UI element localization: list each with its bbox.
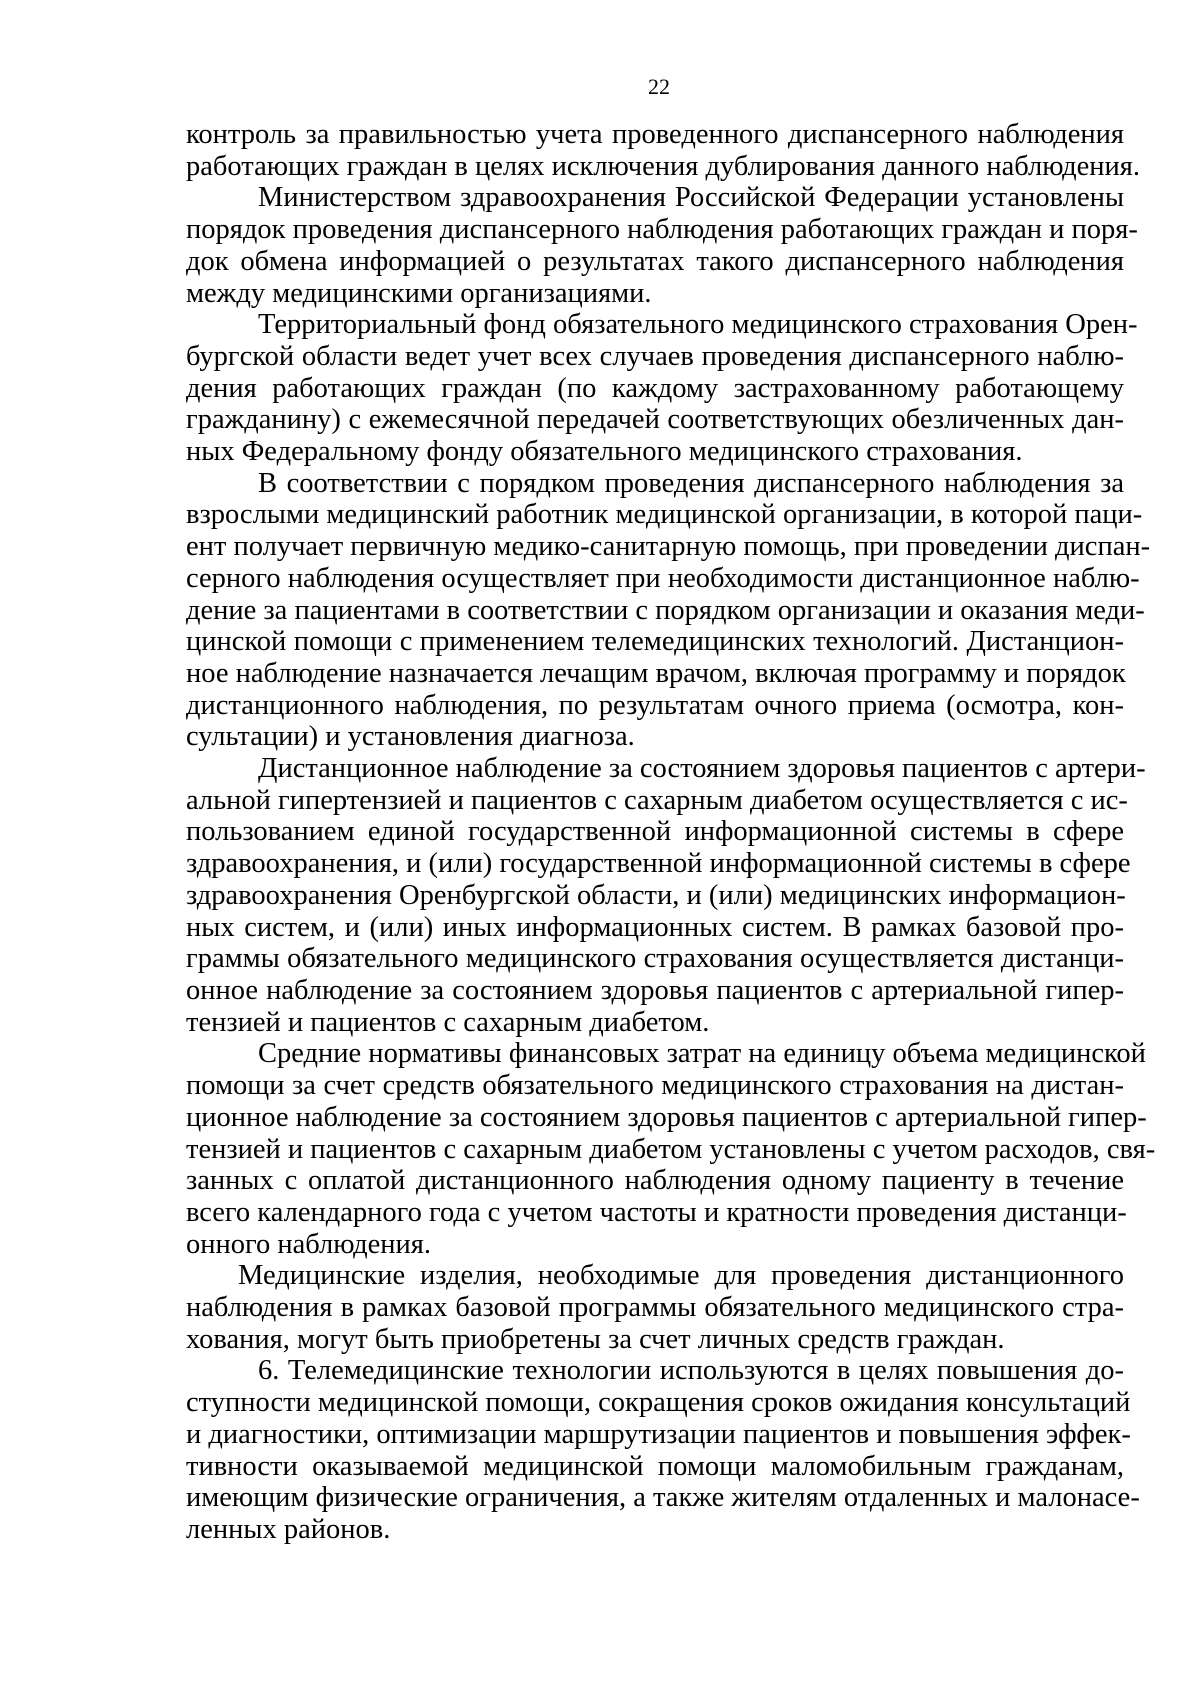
paragraph-telemedicine-item-6 — [186, 1355, 1140, 1545]
text-line: бургской области ведет учет всех случаев проведения диспансерного наблю- — [186, 340, 1124, 372]
text-line: всего календарного года с учетом частоты и кратности проведения дистанци- — [186, 1196, 1127, 1228]
text-line: онного наблюдения. — [186, 1228, 432, 1260]
text-line: помощи за счет средств обязательного медицинского страхования на дистан- — [186, 1070, 1124, 1102]
text-line: ленных районов. — [186, 1513, 391, 1545]
text-line: ступности медицинской помощи, сокращения сроков ожидания консультаций — [186, 1387, 1131, 1419]
text-line: 6. Телемедицинские технологии используются в целях повышения до- — [258, 1355, 1124, 1387]
text-line: альной гипертензией и пациентов с сахарным диабетом осуществляется с ис- — [186, 784, 1128, 816]
text-line: В соответствии с порядком проведения диспансерного наблюдения за — [258, 467, 1124, 499]
text-line: хования, могут быть приобретены за счет личных средств граждан. — [186, 1323, 1005, 1355]
text-line: пользованием единой государственной информационной системы в сфере — [186, 816, 1124, 848]
text-line: ное наблюдение назначается лечащим врачом, включая программу и порядок — [186, 657, 1126, 689]
text-line: ционное наблюдение за состоянием здоровья пациентов с артериальной гипер- — [186, 1101, 1147, 1133]
text-line: здравоохранения, и (или) государственной информационной системы в сфере — [186, 848, 1131, 880]
paragraph-financial-norms — [186, 1038, 1156, 1260]
text-line: Медицинские изделия, необходимые для проведения дистанционного — [238, 1260, 1124, 1292]
text-line: между медицинскими организациями. — [186, 277, 652, 309]
text-line: здравоохранения Оренбургской области, и (или) медицинских информацион- — [186, 879, 1126, 911]
text-line: порядок проведения диспансерного наблюдения работающих граждан и поря- — [186, 214, 1138, 246]
paragraph-continuation — [186, 119, 1140, 182]
text-line: гражданину) с ежемесячной передачей соответствующих обезличенных дан- — [186, 404, 1124, 436]
text-line: тивности оказываемой медицинской помощи маломобильным гражданам, — [186, 1450, 1124, 1482]
text-line: цинской помощи с применением телемедицинских технологий. Дистанцион- — [186, 626, 1124, 658]
text-line: ных Федеральному фонду обязательного медицинского страхования. — [186, 436, 1023, 468]
paragraph-medical-devices — [186, 1260, 1124, 1355]
text-line: серного наблюдения осуществляет при необходимости дистанционное наблю- — [186, 562, 1140, 594]
text-line: имеющим физические ограничения, а также жителям отдаленных и малонасе- — [186, 1482, 1140, 1514]
text-line: наблюдения в рамках базовой программы обязательного медицинского стра- — [186, 1292, 1124, 1324]
text-line: и диагностики, оптимизации маршрутизации пациентов и повышения эффек- — [186, 1418, 1131, 1450]
text-line: ент получает первичную медико-санитарную помощь, при проведении диспан- — [186, 531, 1151, 563]
text-line: онное наблюдение за состоянием здоровья пациентов с артериальной гипер- — [186, 974, 1124, 1006]
text-line: дения работающих граждан (по каждому застрахованному работающему — [186, 372, 1124, 404]
text-line: Дистанционное наблюдение за состоянием здоровья пациентов с артери- — [258, 753, 1146, 785]
text-line: работающих граждан в целях исключения дублирования данного наблюдения. — [186, 150, 1140, 182]
paragraph-remote-observation-procedure — [186, 467, 1151, 753]
text-line: Территориальный фонд обязательного медицинского страхования Орен- — [258, 309, 1138, 341]
text-line: сультации) и установления диагноза. — [186, 721, 635, 753]
paragraph-territorial-fund — [186, 309, 1138, 468]
text-line: дистанционного наблюдения, по результатам очного приема (осмотра, кон- — [186, 689, 1124, 721]
text-line: взрослыми медицинский работник медицинской организации, в которой паци- — [186, 499, 1143, 531]
text-line: граммы обязательного медицинского страхования осуществляется дистанци- — [186, 943, 1124, 975]
text-line: дение за пациентами в соответствии с порядком организации и оказания меди- — [186, 594, 1145, 626]
text-line: Министерством здравоохранения Российской Федерации установлены — [258, 182, 1124, 214]
paragraph-information-systems — [186, 753, 1146, 1038]
paragraph-ministry — [186, 182, 1138, 309]
text-line: ных систем, и (или) иных информационных систем. В рамках базовой про- — [186, 911, 1124, 943]
page-number: 22 — [648, 74, 670, 99]
text-line: док обмена информацией о результатах такого диспансерного наблюдения — [186, 245, 1124, 277]
document-body — [186, 119, 1156, 1546]
text-line: тензией и пациентов с сахарным диабетом. — [186, 1006, 710, 1038]
text-line: занных с оплатой дистанционного наблюдения одному пациенту в течение — [186, 1165, 1124, 1197]
text-line: Средние нормативы финансовых затрат на единицу объема медицинской — [258, 1038, 1146, 1070]
text-line: тензией и пациентов с сахарным диабетом установлены с учетом расходов, свя- — [186, 1133, 1156, 1165]
text-line: контроль за правильностью учета проведенного диспансерного наблюдения — [186, 119, 1124, 150]
